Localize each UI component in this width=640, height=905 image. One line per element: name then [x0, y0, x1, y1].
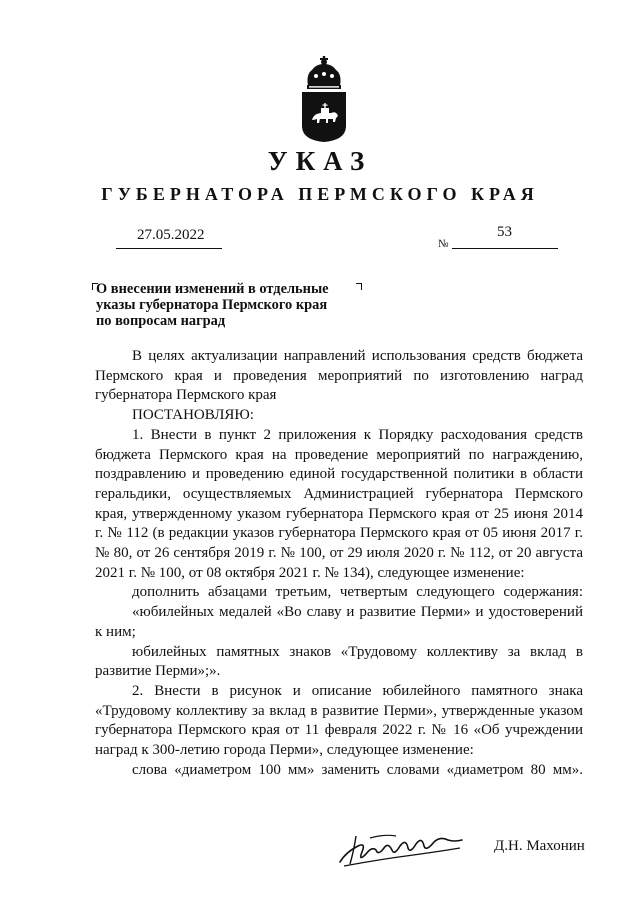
document-number: 53: [497, 224, 512, 240]
item-2-paragraph: 2. Внести в рисунок и описание юбилейного памятного знака «Трудовому коллективу за вклад в развитие Перми», утвержденные указом губернатора Пермского края от 11 февраля 2022 г. № 16 «Об учреждении наград к 300-летию города Перми», следующее изменение:: [95, 682, 583, 759]
decree-word: ПОСТАНОВЛЯЮ:: [132, 407, 254, 424]
subject-line: указы губернатора Пермского края: [96, 297, 328, 313]
signer-name: Д.Н. Махонин: [494, 838, 585, 854]
subject-line: О внесении изменений в отдельные: [96, 281, 329, 297]
preamble-paragraph: В целях актуализации направлений использования средств бюджета Пермского края и проведения мероприятий по изготовлению наград губернатора Пермского края: [95, 348, 583, 404]
document-subject: [96, 281, 329, 329]
replacement-paragraph: слова «диаметром 100 мм» заменить словами «диаметром 80 мм».: [132, 761, 583, 778]
date-underline: [116, 248, 222, 249]
amendment-paragraph: юбилейных памятных знаков «Трудовому коллективу за вклад в развитие Перми»;».: [95, 643, 583, 680]
subject-line: по вопросам наград: [96, 313, 226, 329]
coat-of-arms-emblem: [298, 56, 350, 144]
item-1-paragraph: 1. Внести в пункт 2 приложения к Порядку расходования средств бюджета Пермского края на проведение мероприятий по награждению, поздравлению и проведению единой государственной политики в области геральдики, осуществляемых Администрацией губернатора Пермского края, утвержденному указом губернатора Пермского края от 25 июня 2014 г. № 112 (в редакции указов губернатора Пермского края от 05 июня 2017 г. № 80, от 26 сентября 2019 г. № 100, от 29 июля 2020 г. № 112, от 20 августа 2021 г. № 100, от 08 октября 2021 г. № 134), следующее изменение:: [95, 426, 583, 581]
number-sign: №: [438, 238, 449, 250]
handwritten-signature: [336, 822, 466, 870]
amendment-paragraph: «юбилейных медалей «Во славу и развитие Перми» и удостоверений к ним;: [95, 604, 583, 640]
document-subtitle: ГУБЕРНАТОРА ПЕРМСКОГО КРАЯ: [101, 184, 539, 204]
amendment-intro-paragraph: дополнить абзацами третьим, четвертым следующего содержания:: [132, 584, 583, 601]
document-date: 27.05.2022: [137, 227, 205, 243]
document-title: УКАЗ: [267, 146, 373, 176]
number-underline: [452, 248, 558, 249]
subject-corner-right: [356, 283, 362, 290]
document-body: [95, 347, 583, 780]
